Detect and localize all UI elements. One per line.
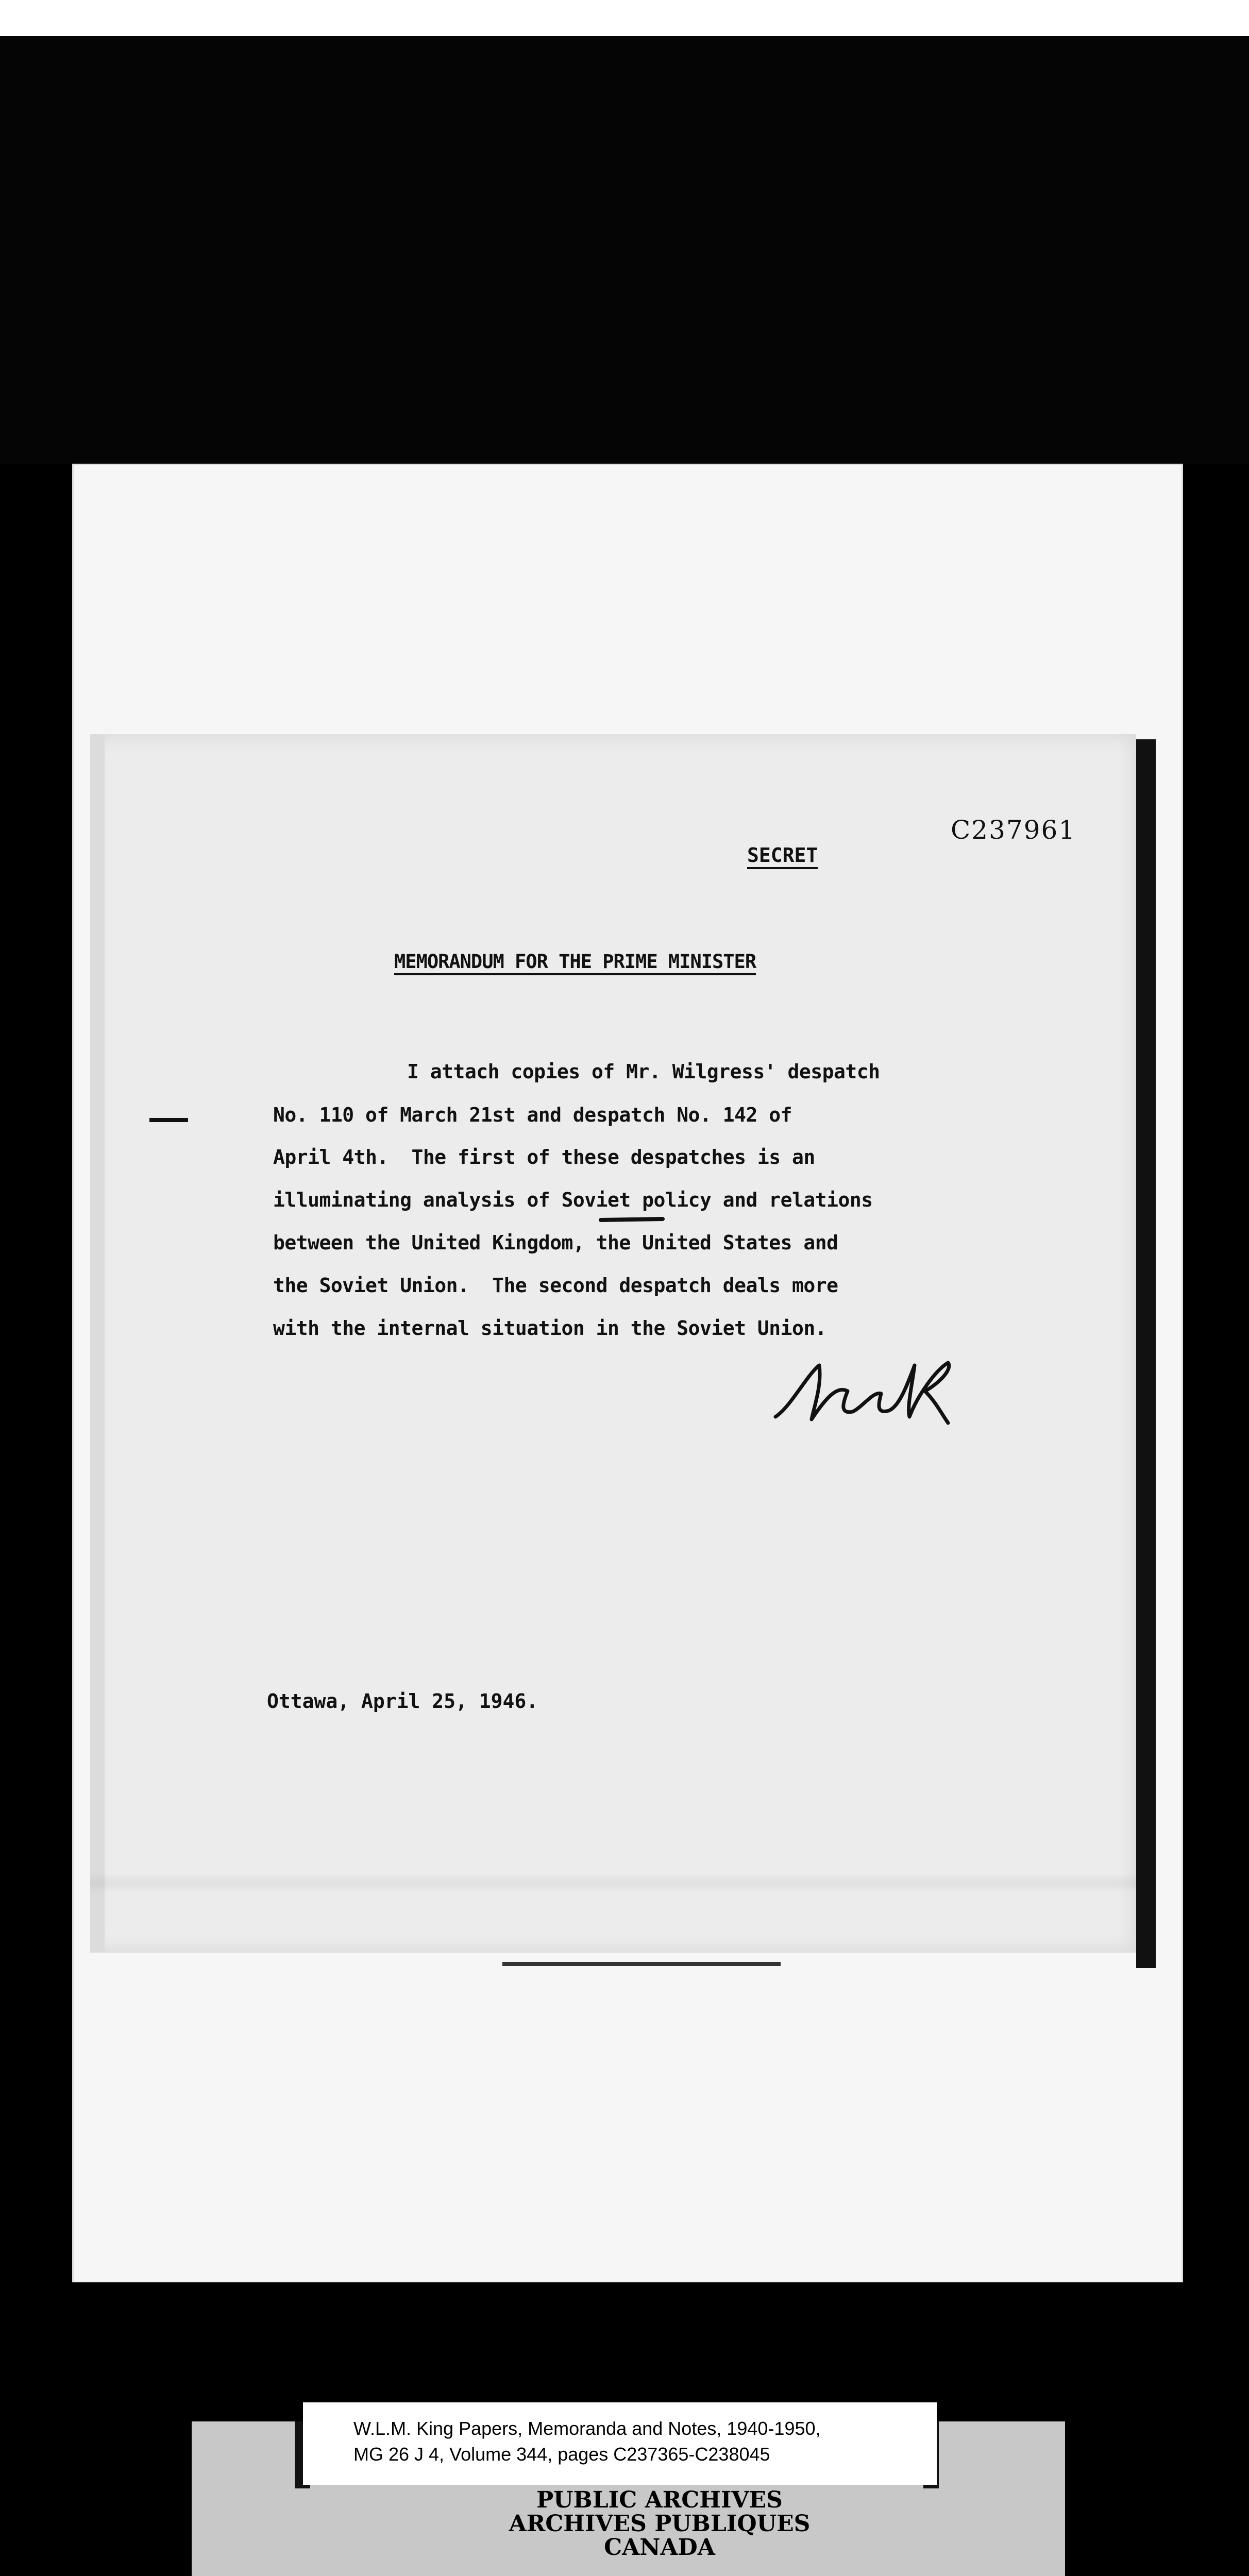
stamp-line: CANADA [604,2534,715,2561]
scan-background-top [0,36,1249,464]
classification-marking: SECRET [747,844,818,867]
body-line: I attach copies of Mr. Wilgress' despatch [407,1060,880,1083]
archive-citation-label [303,2402,937,2485]
page-left-edge [90,734,105,1953]
margin-dash-mark [149,1118,188,1122]
place-and-date: Ottawa, April 25, 1946. [267,1690,538,1713]
page-bottom-mark [502,1962,781,1966]
handwritten-initials-signature [770,1355,966,1432]
page-fold-line [90,1873,1136,1893]
body-line: illuminating analysis of Soviet policy and relations [273,1189,873,1211]
body-line: the Soviet Union. The second despatch deals more [273,1274,838,1297]
body-line: with the internal situation in the Soviet Union. [273,1317,827,1340]
body-line: No. 110 of March 21st and despatch No. 142 of [273,1104,792,1126]
citation-line: MG 26 J 4, Volume 344, pages C237365-C238045 [353,2444,770,2465]
stamp-line: ARCHIVES PUBLIQUES [509,2511,811,2537]
archive-stamp [453,2488,866,2560]
body-line: April 4th. The first of these despatches is an [273,1146,815,1168]
body-line: between the United Kingdom, the United States and [273,1231,838,1254]
top-border-strip [0,0,1249,36]
reference-number: C237961 [951,815,1076,845]
stamp-line: PUBLIC ARCHIVES [536,2487,783,2513]
memo-page [90,734,1136,1953]
citation-line: W.L.M. King Papers, Memoranda and Notes, 1940-1950, [353,2418,821,2439]
page-right-shadow [1136,739,1156,1968]
memo-title: MEMORANDUM FOR THE PRIME MINISTER [394,951,756,973]
